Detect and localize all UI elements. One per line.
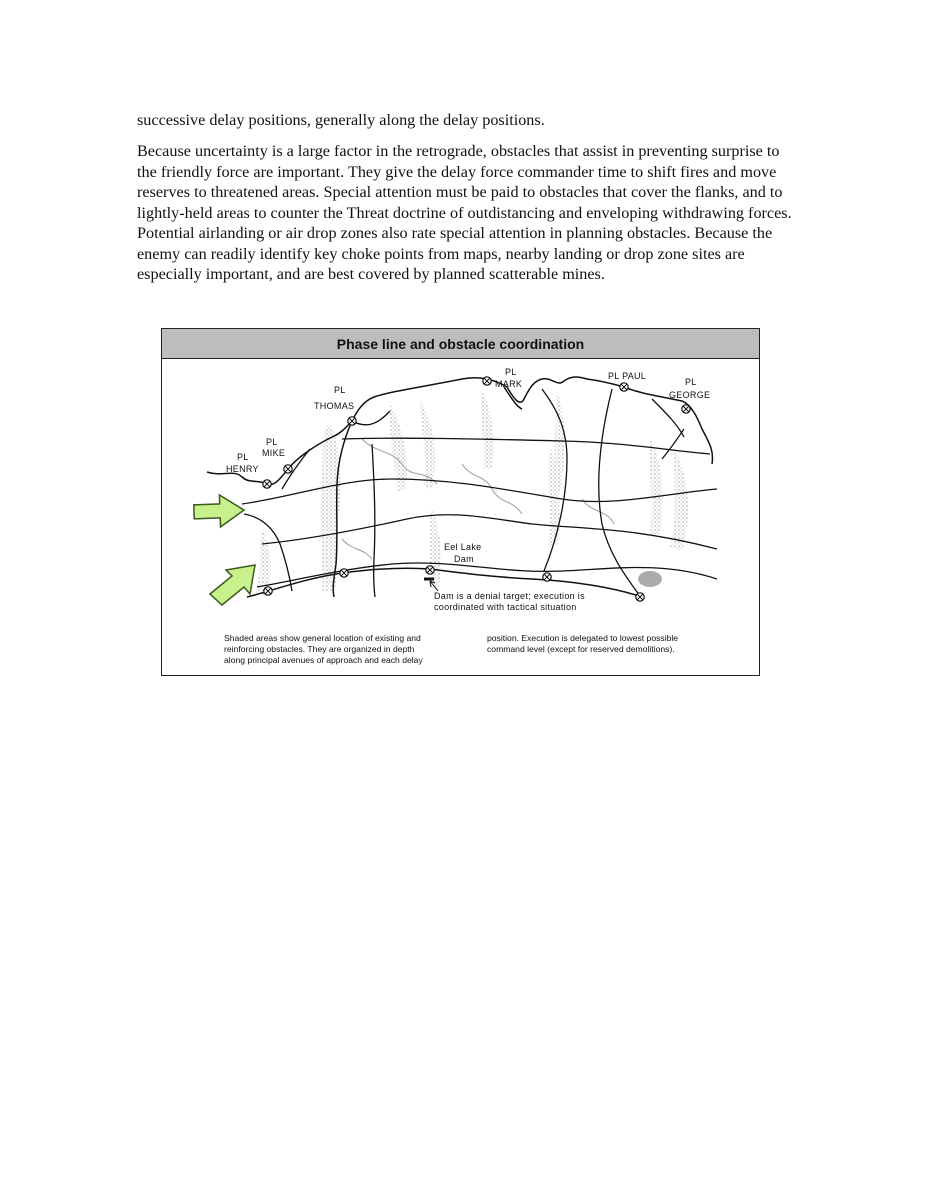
- caption-left-line3: along principal avenues of approach and each delay: [224, 655, 423, 665]
- pl-george-label-name: GEORGE: [669, 390, 711, 400]
- caption-left: [224, 633, 484, 666]
- pl-mike-label-pl: PL: [266, 437, 278, 447]
- pl-george-marker: [682, 405, 690, 413]
- map-diagram: [162, 329, 761, 677]
- pl-thomas-label-name: THOMAS: [314, 401, 355, 411]
- pl-henry-marker: [263, 480, 271, 488]
- pl-marker-south-3: [426, 566, 434, 574]
- paragraph-main: Because uncertainty is a large factor in the retrograde, obstacles that assist in preventing surprise to the friendly force are important. They give the delay force commander time to shift fires and move reserves to threatened areas. Special attention must be paid to obstacles that cover the flanks, and to lightly-held areas to counter the Threat doctrine of outdistancing and enveloping withdrawing forces. Potential airlanding or air drop zones also rate special attention in planning obstacles. Because the enemy can readily identify key choke points from maps, nearby landing or drop zone sites are especially important, and are best covered by planned scatterable mines.: [137, 142, 792, 283]
- pl-paul-marker: [620, 383, 628, 391]
- pl-marker-south-1: [264, 587, 272, 595]
- caption-left-line1: Shaded areas show general location of existing and: [224, 633, 421, 643]
- caption-left-line2: reinforcing obstacles. They are organized in depth: [224, 644, 415, 654]
- dam-label-line2: Dam: [454, 554, 474, 564]
- dam-note-line1: Dam is a denial target; execution is: [434, 591, 585, 601]
- pl-marker-south-2: [340, 569, 348, 577]
- caption-right: [487, 633, 749, 655]
- pl-mark-marker: [483, 377, 491, 385]
- roads: [242, 389, 717, 599]
- pl-thomas-label-pl: PL: [334, 385, 346, 395]
- pl-george-label-pl: PL: [685, 377, 697, 387]
- attack-arrows: [193, 494, 255, 605]
- pl-mike-marker: [284, 465, 292, 473]
- attack-arrow-south: [210, 565, 255, 605]
- caption-right-line2: command level (except for reserved demolitions).: [487, 644, 675, 654]
- pl-henry-label-name: HENRY: [226, 464, 259, 474]
- pl-mark-label-name: MARK: [495, 379, 523, 389]
- pl-mark-label-pl: PL: [505, 367, 517, 377]
- pl-henry-label-pl: PL: [237, 452, 249, 462]
- pl-marker-south-4: [543, 573, 551, 581]
- pl-marker-south-5: [636, 593, 644, 601]
- attack-arrow-north: [193, 494, 244, 528]
- pl-thomas-marker: [348, 417, 356, 425]
- pl-mark-line: [504, 387, 522, 409]
- streams: [342, 439, 614, 559]
- figure-title: Phase line and obstacle coordination: [162, 329, 759, 359]
- caption-right-line1: position. Execution is delegated to lowest possible: [487, 633, 679, 643]
- pl-mike-label-name: MIKE: [262, 448, 286, 458]
- paragraph-continuation: successive delay positions, generally along the delay positions.: [137, 111, 545, 129]
- pl-paul-label: PL PAUL: [608, 371, 647, 381]
- dam-label-line1: Eel Lake: [444, 542, 482, 552]
- pl-henry-line: [207, 377, 713, 485]
- figure-phase-line-obstacle: [161, 328, 760, 676]
- dam-note-line2: coordinated with tactical situation: [434, 602, 577, 612]
